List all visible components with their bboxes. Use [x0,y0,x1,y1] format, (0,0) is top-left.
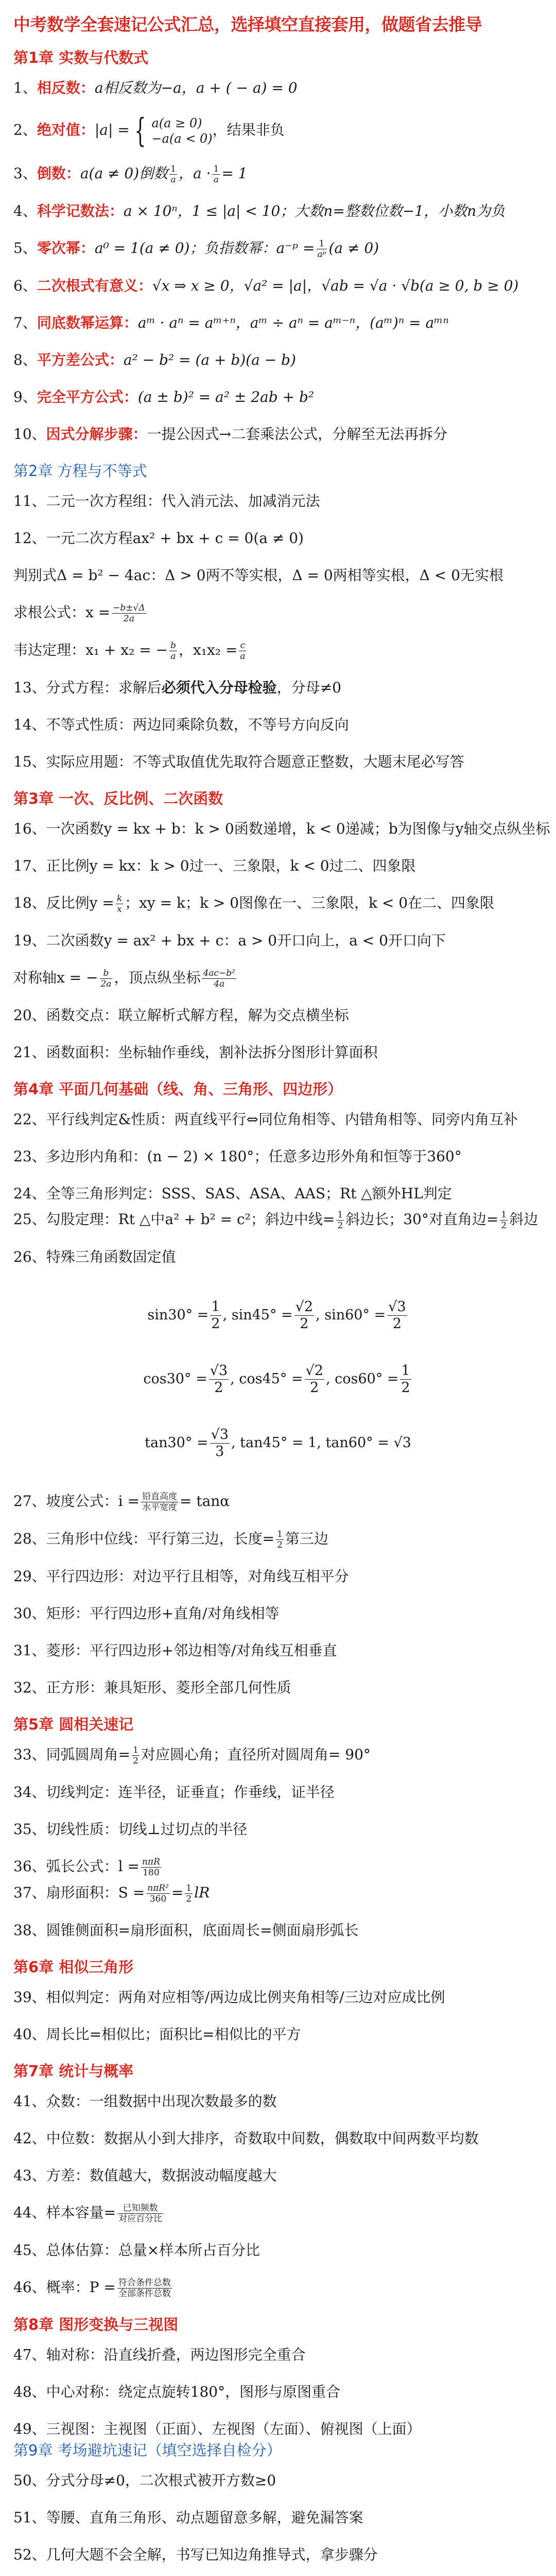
fraction: $\frac{1}{a}$ [213,164,219,185]
item-text: a × 10ⁿ，1 ≤ |a| < 10；大数n=整数位数−1，小数n为负 [123,202,506,219]
item-33: 33、同弧圆周角= $\frac{1}{2}$ 对应圆心角；直径所对圆周角= 90° [13,1745,371,1766]
item-27: 27、坡度公式：i = $\frac{\text{铅直高度}}{\text{水平宽度}}$ = tanα [13,1492,230,1513]
item-38: 38、圆锥侧面积=扇形面积，底面周长=侧面扇形弧长 [13,1922,359,1939]
item-11: 11、二元一次方程组：代入消元法、加减消元法 [13,493,320,510]
item-number: 8、 [13,351,37,368]
item-39: 39、相似判定：两角对应相等/两边成比例夹角相等/三边对应成比例 [13,1989,445,2006]
item-text: aᵐ · aⁿ = aᵐ⁺ⁿ，aᵐ ÷ aⁿ = aᵐ⁻ⁿ，(aᵐ)ⁿ = aᵐⁿ [137,314,449,331]
item-52: 52、几何大题不会全解，书写已知边角推导式，拿步骤分 [13,2546,378,2563]
fraction: $\frac{k}{x}$ [116,893,123,914]
item-keyword: 倒数： [37,165,80,182]
item-15: 15、实际应用题：不等式取值优先取符合题意正整数，大题末尾必写答 [13,753,464,770]
item-10 [13,423,543,445]
item-40: 40、周长比=相似比；面积比=相似比的平方 [13,2026,301,2043]
chapter-8-heading: 第8章 图形变换与三视图 [13,2316,179,2333]
page-title: 中考数学全套速记公式汇总，选择填空直接套用，做题省去推导 [13,14,482,35]
item-35: 35、切线性质：切线⊥过切点的半径 [13,1821,247,1838]
fraction: $\frac{\text{nπR²}}{360}$ [147,1883,169,1904]
item-16: 16、一次函数y = kx + b：k > 0函数递增，k < 0递减；b为图像与y轴交点纵坐标 [13,820,550,837]
item-number: 5、 [13,240,37,257]
item-31: 31、菱形：平行四边形+邻边相等/对角线互相垂直 [13,1642,337,1659]
fraction: $\frac{c}{a}$ [240,640,246,662]
fraction: $\frac{-b\pm√\Delta}{2a}$ [113,603,145,624]
item-number: 2、 [13,121,37,139]
item-keyword: 完全平方公式： [37,388,138,405]
item-20: 20、函数交点：联立解析式解方程，解为交点横坐标 [13,1007,349,1024]
item-4 [13,200,543,222]
item-24: 24、全等三角形判定：SSS、SAS、ASA、AAS；Rt △额外HL判定 [13,1185,452,1202]
item-12: 12、一元二次方程ax² + bx + c = 0(a ≠ 0) [13,530,304,547]
item-keyword: 同底数幂运算： [37,314,138,331]
item-18: 18、反比例y = $\frac{k}{x}$ ；xy = k；k > 0图像在一、三象限，k < 0在二、四象限 [13,893,495,914]
item-12-discriminant: 判别式Δ = b² − 4ac：Δ > 0两不等实根，Δ = 0两相等实根，Δ < 0无实根 [13,567,503,584]
item-5: 5、零次幂：a⁰ = 1(a ≠ 0)；负指数幂：a⁻ᵖ = $\frac{1}{\text{aᵖ}}$ (a ≠ 0) [13,239,379,260]
left-brace: { [134,112,146,150]
fraction: $\frac{\text{4ac−b²}}{4a}$ [203,968,235,989]
chapter-7-heading: 第7章 统计与概率 [13,2062,134,2080]
item-25: 25、勾股定理：Rt △中a² + b² = c²；斜边中线= $\frac{1}{2}$ 斜边长；30°对直角边= $\frac{1}{2}$ 斜边 [13,1210,538,1231]
item-12-formula: 求根公式：x = $\frac{-b\pm√\Delta}{2a}$ [13,603,145,624]
item-13: 13、分式方程：求解后必须代入分母检验，分母≠0 [13,679,341,696]
item-text: 一提公因式→二套乘法公式，分解至无法再拆分 [147,426,448,443]
chapter-1-heading: 第1章 实数与代数式 [13,49,149,66]
fraction: $\frac{1}{2}$ [337,1210,343,1231]
item-keyword: 相反数： [37,79,95,96]
item-text: ，结果非负 [212,121,285,139]
abs-cases: a(a ≥ 0) −a(a < 0) [151,116,213,146]
item-45: 45、总体估算：总量×样本所占百分比 [13,2242,260,2259]
trig-values-table [13,1283,543,1475]
item-48: 48、中心对称：绕定点旋转180°，图形与原图重合 [13,2383,341,2400]
item-2 [13,112,543,150]
sin-row: sin30° = $\frac{1}{2}$ , sin45° = $\frac{√2}{2}$ , sin60° = $\frac{√3}{2}$ [147,1299,406,1332]
item-keyword: 绝对值： [37,121,95,139]
item-9 [13,386,543,408]
item-3: 3、倒数：a(a ≠ 0)倒数 $\frac{1}{a}$ ，a · $\frac{1}{a}$ = 1 [13,164,248,185]
item-number: 10、 [13,426,46,443]
item-7 [13,312,543,334]
fraction: $\frac{1}{\text{aᵖ}}$ [317,239,326,260]
item-number: 3、 [13,165,37,182]
item-number: 9、 [13,388,37,405]
fraction: $\frac{1}{2}$ [277,1529,283,1550]
item-keyword: 二次根式有意义： [37,277,152,294]
item-number: 1、 [13,79,37,96]
chapter-5-heading: 第5章 圆相关速记 [13,1716,134,1733]
item-19-axis: 对称轴x = − $\frac{b}{2a}$ ，顶点纵坐标 $\frac{\text{4ac−b²}}{4a}$ [13,968,235,989]
cos-row: cos30° = $\frac{√3}{2}$ , cos45° = $\frac{√2}{2}$ , cos60° = $\frac{1}{2}$ [143,1363,410,1396]
item-30: 30、矩形：平行四边形+直角/对角线相等 [13,1605,280,1622]
item-47: 47、轴对称：沿直线折叠，两边图形完全重合 [13,2346,306,2363]
item-51: 51、等腰、直角三角形、动点题留意多解，避免漏答案 [13,2509,363,2526]
item-text: a² − b² = (a + b)(a − b) [123,351,296,368]
item-34: 34、切线判定：连半径，证垂直；作垂线，证半径 [13,1784,335,1801]
chapter-2-heading: 第2章 方程与不等式 [13,462,147,480]
item-28: 28、三角形中位线：平行第三边，长度= $\frac{1}{2}$ 第三边 [13,1529,328,1550]
chapter-3-heading: 第3章 一次、反比例、二次函数 [13,790,223,807]
item-text: (a ± b)² = a² ± 2ab + b² [137,388,315,405]
item-keyword: 因式分解步骤： [46,426,147,443]
chapter-9-heading: 第9章 考场避坑速记（填空选择自检分） [13,2442,282,2459]
item-number: 7、 [13,314,37,331]
item-6 [13,275,543,297]
item-21: 21、函数面积：坐标轴作垂线，割补法拆分图形计算面积 [13,1044,378,1061]
fraction: $\frac{1}{a}$ [170,164,176,185]
chapter-6-heading: 第6章 相似三角形 [13,1958,134,1976]
item-29: 29、平行四边形：对边平行且相等，对角线互相平分 [13,1568,349,1585]
fraction: $\frac{\text{符合条件总数}}{\text{全部条件总数}}$ [118,2278,171,2299]
item-text: |a| = [94,121,130,139]
item-text: √x ⇒ x ≥ 0，√a² = |a|，√ab = √a · √b(a ≥ 0, b ≥ 0) [152,277,519,294]
fraction: $\frac{1}{2}$ [133,1745,138,1766]
item-keyword: 平方差公式： [37,351,124,368]
item-37: 37、扇形面积：S = $\frac{\text{nπR²}}{360}$ = $\frac{1}{2}$ lR [13,1883,210,1904]
item-8 [13,349,543,371]
item-19: 19、二次函数y = ax² + bx + c：a > 0开口向上，a < 0开口向下 [13,932,446,949]
item-1 [13,77,543,99]
fraction: $\frac{\text{已知频数}}{\text{对应百分比}}$ [118,2203,163,2224]
item-22: 22、平行线判定&性质：两直线平行⇔同位角相等、内错角相等、同旁内角互补 [13,1111,518,1128]
fraction: $\frac{\text{nπR}}{180}$ [142,1857,160,1878]
fraction: $\frac{\text{铅直高度}}{\text{水平宽度}}$ [142,1492,177,1513]
item-50: 50、分式分母≠0，二次根式被开方数≥0 [13,2472,276,2489]
item-23: 23、多边形内角和：(n − 2) × 180°；任意多边形外角和恒等于360° [13,1148,462,1165]
item-49: 49、三视图：主视图（正面）、左视图（左面）、俯视图（上面） [13,2420,421,2437]
fraction: $\frac{b}{a}$ [170,640,176,662]
item-14: 14、不等式性质：两边同乘除负数，不等号方向反向 [13,716,349,733]
fraction: $\frac{1}{2}$ [186,1883,192,1904]
tan-row: tan30° = $\frac{√3}{3}$ , tan45° = 1, tan60° = √3 [145,1427,411,1460]
item-number: 4、 [13,202,37,219]
item-26: 26、特殊三角函数固定值 [13,1248,176,1265]
item-number: 6、 [13,277,37,294]
item-36: 36、弧长公式：l = $\frac{\text{nπR}}{180}$ [13,1857,160,1878]
item-43: 43、方差：数值越大，数据波动幅度越大 [13,2167,277,2184]
item-42: 42、中位数：数据从小到大排序，奇数取中间数，偶数取中间两数平均数 [13,2130,479,2147]
item-41: 41、众数：一组数据中出现次数最多的数 [13,2093,277,2110]
item-17: 17、正比例y = kx：k > 0过一、三象限，k < 0过二、四象限 [13,857,416,874]
item-44: 44、样本容量= $\frac{\text{已知频数}}{\text{对应百分比}}$ [13,2203,163,2224]
item-46: 46、概率：P = $\frac{\text{符合条件总数}}{\text{全部条件总数}}$ [13,2278,171,2299]
item-keyword: 零次幂： [37,240,95,257]
item-12-vieta: 韦达定理：x₁ + x₂ = − $\frac{b}{a}$ ，x₁x₂ = $\frac{c}{a}$ [13,640,246,662]
item-32: 32、正方形：兼具矩形、菱形全部几何性质 [13,1679,291,1696]
item-text: a相反数为−a，a + ( − a) = 0 [94,79,298,96]
chapter-4-heading: 第4章 平面几何基础（线、角、三角形、四边形） [13,1080,343,1098]
fraction: $\frac{b}{2a}$ [100,968,112,989]
item-keyword: 科学记数法： [37,202,124,219]
fraction: $\frac{1}{2}$ [501,1210,507,1231]
